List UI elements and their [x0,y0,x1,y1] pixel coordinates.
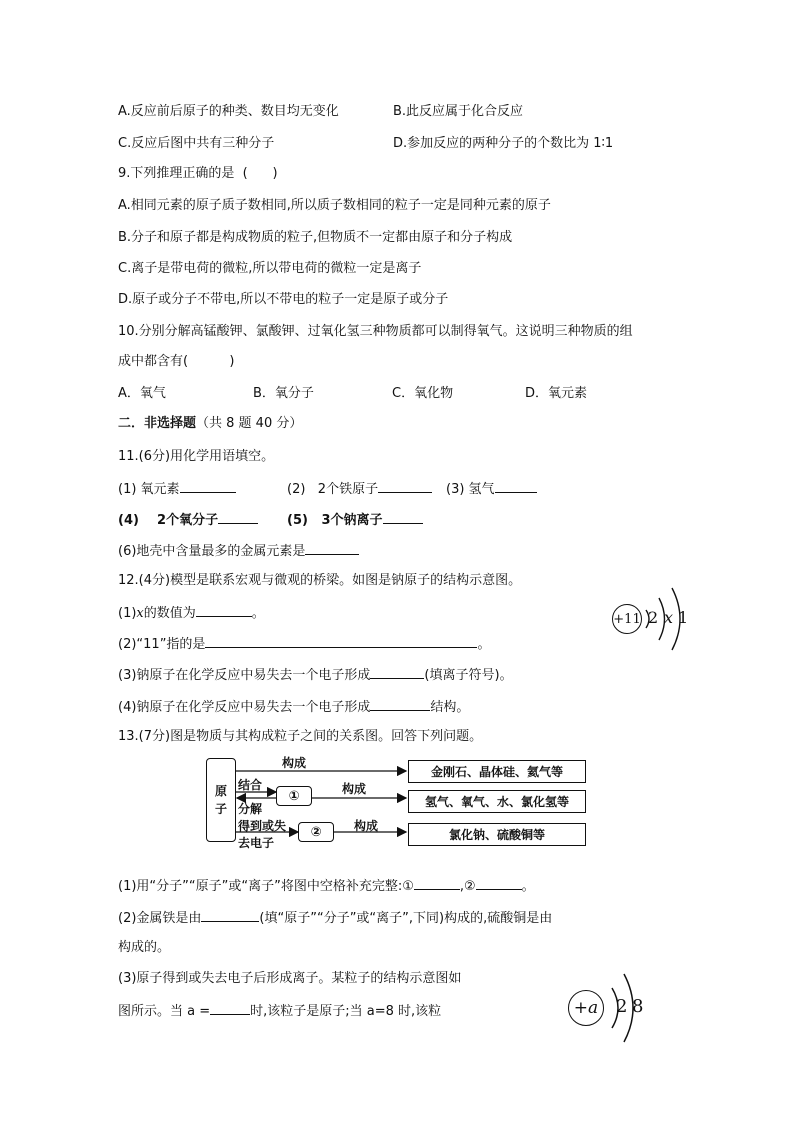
q13-p2a: (2)金属铁是由 [118,911,202,926]
q11-part3: (3) 氢气 [446,482,495,497]
q12-p1a: (1) [118,606,137,621]
q13-p2b: (填“原子”“分子”或“离子”,下同)构成的,硫酸铜是由 [259,911,553,926]
q8-option-d: D.参加反应的两种分子的个数比为 1∶1 [393,136,614,151]
box-atomic-substances: 金刚石、晶体硅、氦气等 [408,760,586,783]
q11-part5: (5) 3个钠离子 [287,513,383,528]
q13-p1mid: ,② [459,879,476,894]
q13-p3c: 时,该粒子是原子;当 a=8 时,该粒 [250,1004,442,1019]
q12-p3end: (填离子符号)。 [424,668,513,683]
particle-shell2: 8 [632,996,644,1017]
q10-option-c: C．氧化物 [392,386,454,401]
q11-part2: (2) 2个铁原子 [287,482,379,497]
q10-stem-line1: 10.分别分解高锰酸钾、氯酸钾、过氧化氢三种物质都可以制得氧气。这说明三种物质的组 [118,324,633,339]
shell1-count: 2 [648,608,659,627]
q8-option-b: B.此反应属于化合反应 [393,104,524,119]
q11-part6: (6)地壳中含量最多的金属元素是 [118,544,306,559]
box-ionic-substances: 氯化钠、硫酸铜等 [408,823,586,846]
q9-option-c: C.离子是带电荷的微粒,所以带电荷的微粒一定是离子 [118,261,422,276]
q11-blank4[interactable] [218,510,258,524]
q11-blank2[interactable] [378,479,432,493]
q11-part1: (1) 氧元素 [118,482,180,497]
q13-blank2[interactable] [476,876,522,890]
q12-row2 [118,634,490,654]
q12-p2end: 。 [477,637,491,652]
q12-p1b: 的数值为 [143,606,196,621]
q11-row2b [287,510,423,530]
circle1-box: ① [276,786,312,806]
q13-stem: 13.(7分)图是物质与其构成粒子之间的关系图。回答下列问题。 [118,729,483,744]
q13-blank1[interactable] [414,876,460,890]
q10-option-b: B．氧分子 [253,386,314,401]
q9-option-d: D.原子或分子不带电,所以不带电的粒子一定是原子或分子 [118,292,449,307]
q13-row5 [118,1001,441,1021]
q9-option-a: A.相同元素的原子质子数相同,所以质子数相同的粒子一定是同种元素的原子 [118,198,551,213]
q12-stem: 12.(4分)模型是联系宏观与微观的桥梁。如图是钠原子的结构示意图。 [118,573,522,588]
q13-p1: (1)用“分子”“原子”或“离子”将图中空格补充完整:① [118,879,414,894]
section-title: 二．非选择题 [118,416,197,431]
q12-var-x: x [136,606,144,621]
q12-blank4[interactable] [370,697,430,711]
q10-option-a: A．氧气 [118,386,166,401]
q12-blank3[interactable] [370,665,424,679]
shell3-count: 1 [678,608,689,627]
q13-row3: 构成的。 [118,940,171,955]
particle-relation-diagram [200,754,592,850]
q11-row1 [118,479,236,499]
q12-row4 [118,697,469,717]
q11-blank3[interactable] [495,479,537,493]
q10-option-d: D．氧元素 [525,386,588,401]
section-heading [118,415,302,433]
q13-row4: (3)原子得到或失去电子后形成离子。某粒子的结构示意图如 [118,971,462,986]
edge-label-decompose: 分解 [238,802,263,816]
q11-part4: (4) 2个氧分子 [118,513,219,528]
q12-p2: (2)“11”指的是 [118,637,206,652]
particle-shell1: 2 [616,996,628,1017]
q13-p3b: 图所示。当 a = [118,1004,211,1019]
q11-row3 [118,541,359,561]
edge-label-bottom: 构成 [354,819,379,833]
q11-blank5[interactable] [383,510,423,524]
q11-row1b [287,479,432,499]
q8-option-a: A.反应前后原子的种类、数目均无变化 [118,104,339,119]
edge-label-top: 构成 [282,756,307,770]
edge-label-gain-lose-2: 去电子 [238,836,275,850]
q12-row3 [118,665,513,685]
box-molecular-substances: 氢气、氧气、水、氯化氢等 [408,790,586,813]
section-note: （共 8 题 40 分） [196,416,303,431]
q11-blank6[interactable] [305,541,359,555]
q13-p1end: 。 [521,879,535,894]
q13-row2 [118,908,552,928]
q12-p4: (4)钠原子在化学反应中易失去一个电子形成 [118,700,371,715]
shell2-count: x [664,608,674,627]
circle2-box: ② [298,822,334,842]
q9-stem: 9.下列推理正确的是 ( ) [118,166,278,181]
sodium-atom-diagram [608,582,690,654]
particle-nucleus: +a [568,990,604,1026]
q12-p4end: 结构。 [430,700,470,715]
particle-structure-diagram [562,968,652,1046]
q12-row1 [118,603,265,623]
q12-p3: (3)钠原子在化学反应中易失去一个电子形成 [118,668,371,683]
atom-nucleus: +11 [612,604,642,634]
q10-stem-line2: 成中都含有( ) [118,354,235,369]
edge-label-combine: 结合 [238,778,263,792]
q8-option-c: C.反应后图中共有三种分子 [118,136,275,151]
q12-blank2[interactable] [205,634,477,648]
edge-label-mid: 构成 [342,782,367,796]
q11-row1c [446,479,537,499]
q13-blank4[interactable] [210,1001,250,1015]
q13-row1 [118,876,535,896]
q11-blank1[interactable] [180,479,236,493]
q13-blank3[interactable] [201,908,259,922]
atom-box: 原 子 [206,758,236,842]
q9-option-b: B.分子和原子都是构成物质的粒子,但物质不一定都由原子和分子构成 [118,230,513,245]
edge-label-gain-lose-1: 得到或失 [238,819,287,833]
q11-row2 [118,510,258,530]
q12-blank1[interactable] [196,603,252,617]
q12-p1end: 。 [251,606,265,621]
q11-stem: 11.(6分)用化学用语填空。 [118,449,275,464]
